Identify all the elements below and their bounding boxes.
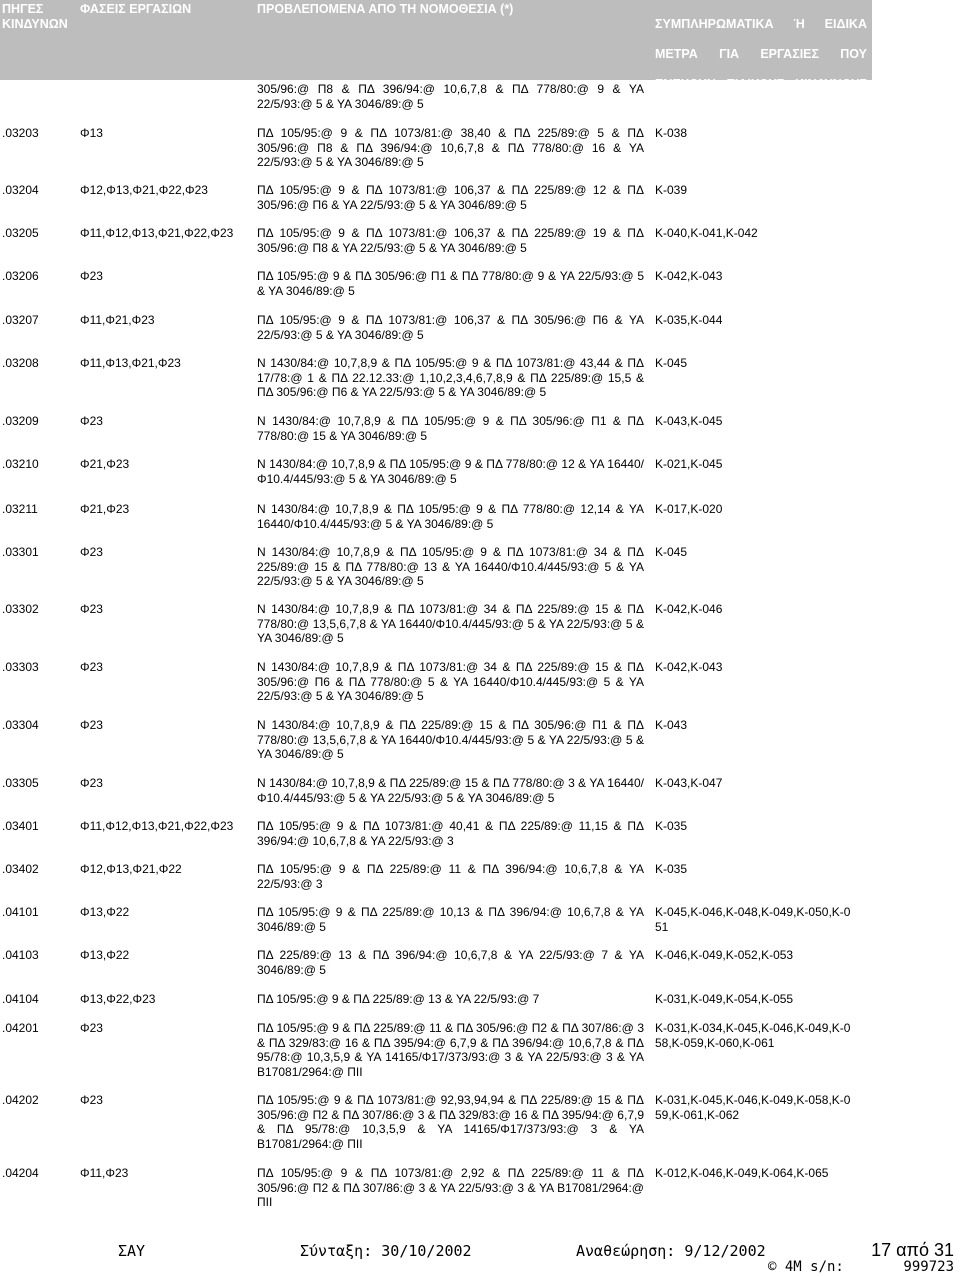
special-measures-cell: Κ-031,Κ-045,Κ-046,Κ-049,Κ-058,Κ-059,Κ-061,Κ-062 [655, 1093, 851, 1122]
legislation-cell: Ν 1430/84:@ 10,7,8,9 & ΠΔ 225/89:@ 15 & ΠΔ 778/80:@ 3 & ΥΑ 16440/Φ10.4/445/93:@ 5 & ΥΑ 22/5/93:@ 5 & ΥΑ 3046/89:@ 5 [257, 776, 644, 805]
legislation-cell: ΠΔ 105/95:@ 9 & ΠΔ 1073/81:@ 92,93,94,94 & ΠΔ 225/89:@ 15 & ΠΔ 305/96:@ Π2 & ΠΔ 307/86:@ 3 & ΠΔ 329/83:@ 16 & ΠΔ 395/94:@ 6,7,9 & ΠΔ 95/78:@ 10,3,5,9 & ΥΑ 14165/Φ17/373/93:@ 3 & ΥΑ Β17081/2964:@ ΠΙΙ [257, 1093, 644, 1152]
work-phases-cell: Φ23 [80, 1021, 103, 1035]
footer-copyright: © 4M s/n: [768, 1259, 844, 1275]
work-phases-cell: Φ12,Φ13,Φ21,Φ22,Φ23 [80, 183, 208, 197]
work-phases-cell: Φ12,Φ13,Φ21,Φ22 [80, 862, 182, 876]
special-measures-cell: Κ-042,Κ-043 [655, 660, 723, 674]
hazard-code-cell: .03402 [2, 862, 39, 876]
legislation-cell: ΠΔ 105/95:@ 9 & ΠΔ 225/89:@ 11 & ΠΔ 396/94:@ 10,6,7,8 & ΥΑ 22/5/93:@ 3 [257, 862, 644, 891]
work-phases-cell: Φ11,Φ12,Φ13,Φ21,Φ22,Φ23 [80, 226, 234, 240]
legislation-cell: ΠΔ 105/95:@ 9 & ΠΔ 1073/81:@ 106,37 & ΠΔ 225/89:@ 12 & ΠΔ 305/96:@ Π6 & ΥΑ 22/5/93:@ 5 & ΥΑ 3046/89:@ 5 [257, 183, 644, 212]
header-legislation: ΠΡΟΒΛΕΠΟΜΕΝΑ ΑΠΟ ΤΗ ΝΟΜΟΘΕΣΙΑ (*) [257, 2, 514, 16]
special-measures-cell: Κ-039 [655, 183, 688, 197]
work-phases-cell: Φ23 [80, 602, 103, 616]
work-phases-cell: Φ23 [80, 776, 103, 790]
legislation-cell: ΠΔ 105/95:@ 9 & ΠΔ 225/89:@ 10,13 & ΠΔ 396/94:@ 10,6,7,8 & ΥΑ 3046/89:@ 5 [257, 905, 644, 934]
footer-compiled-date: Σύνταξη: 30/10/2002 [300, 1242, 472, 1260]
header-special-measures-line3: ΕΝΕΧΟΥΝ ΕΙΔΙΚΟΥΣ ΚΙΝΔΥΝΟΥΣ [655, 77, 867, 91]
legislation-cell: ΠΔ 105/95:@ 9 & ΠΔ 1073/81:@ 2,92 & ΠΔ 225/89:@ 11 & ΠΔ 305/96:@ Π2 & ΠΔ 307/86:@ 3 & ΥΑ 22/5/93:@ 3 & ΥΑ Β17081/2964:@ ΠΙΙ [257, 1166, 644, 1210]
hazard-code-cell: .03401 [2, 819, 39, 833]
hazard-code-cell: .03205 [2, 226, 39, 240]
work-phases-cell: Φ13,Φ22 [80, 948, 130, 962]
legislation-cell: Ν 1430/84:@ 10,7,8,9 & ΠΔ 105/95:@ 9 & ΠΔ 305/96:@ Π1 & ΠΔ 778/80:@ 15 & ΥΑ 3046/89:@ 5 [257, 414, 644, 443]
hazard-code-cell: .03206 [2, 269, 39, 283]
header-special-measures [655, 2, 867, 137]
work-phases-cell: Φ13 [80, 126, 103, 140]
header-special-measures-line2: ΜΕΤΡΑ ΓΙΑ ΕΡΓΑΣΙΕΣ ΠΟΥ [655, 47, 867, 61]
footer-org: ΣΑΥ [118, 1242, 146, 1260]
hazard-code-cell: .03305 [2, 776, 39, 790]
work-phases-cell: Φ21,Φ23 [80, 457, 130, 471]
legislation-cell: 305/96:@ Π8 & ΠΔ 396/94:@ 10,6,7,8 & ΠΔ 778/80:@ 9 & ΥΑ 22/5/93:@ 5 & ΥΑ 3046/89:@ 5 [257, 82, 644, 111]
header-special-measures-line1: ΣΥΜΠΛΗΡΩΜΑΤΙΚΑ Ή ΕΙΔΙΚΑ [655, 17, 867, 31]
work-phases-cell: Φ21,Φ23 [80, 502, 130, 516]
legislation-cell: ΠΔ 105/95:@ 9 & ΠΔ 225/89:@ 13 & ΥΑ 22/5/93:@ 7 [257, 992, 540, 1006]
work-phases-cell: Φ11,Φ23 [80, 1166, 129, 1180]
work-phases-cell: Φ13,Φ22 [80, 905, 130, 919]
legislation-cell: Ν 1430/84:@ 10,7,8,9 & ΠΔ 1073/81:@ 34 & ΠΔ 225/89:@ 15 & ΠΔ 778/80:@ 13,5,6,7,8 & ΥΑ 16440/Φ10.4/445/93:@ 5 & ΥΑ 22/5/93:@ 5 & ΥΑ 3046/89:@ 5 [257, 602, 644, 646]
special-measures-cell: Κ-045 [655, 356, 688, 370]
legislation-cell: Ν 1430/84:@ 10,7,8,9 & ΠΔ 105/95:@ 9 & ΠΔ 1073/81:@ 43,44 & ΠΔ 17/78:@ 1 & ΠΔ 22.12.33:@ 1,10,2,3,4,6,7,8,9 & ΠΔ 225/89:@ 15,5 & ΠΔ 305/96:@ Π6 & ΥΑ 22/5/93:@ 5 & ΥΑ 3046/89:@ 5 [257, 356, 644, 400]
hazard-code-cell: .04104 [2, 992, 39, 1006]
hazard-code-cell: .04103 [2, 948, 39, 962]
hazard-code-cell: .04101 [2, 905, 39, 919]
special-measures-cell: Κ-043 [655, 718, 688, 732]
legislation-cell: Ν 1430/84:@ 10,7,8,9 & ΠΔ 105/95:@ 9 & ΠΔ 778/80:@ 12 & ΥΑ 16440/Φ10.4/445/93:@ 5 & ΥΑ 3046/89:@ 5 [257, 457, 644, 486]
legislation-cell: Ν 1430/84:@ 10,7,8,9 & ΠΔ 105/95:@ 9 & ΠΔ 1073/81:@ 34 & ΠΔ 225/89:@ 15 & ΠΔ 778/80:@ 13 & ΥΑ 16440/Φ10.4/445/93:@ 5 & ΥΑ 22/5/93:@ 5 & ΥΑ 3046/89:@ 5 [257, 545, 644, 589]
special-measures-cell: Κ-043,Κ-045 [655, 414, 723, 428]
legislation-cell: ΠΔ 225/89:@ 13 & ΠΔ 396/94:@ 10,6,7,8 & ΥΑ 22/5/93:@ 7 & ΥΑ 3046/89:@ 5 [257, 948, 644, 977]
legislation-cell: ΠΔ 105/95:@ 9 & ΠΔ 1073/81:@ 106,37 & ΠΔ 305/96:@ Π6 & ΥΑ 22/5/93:@ 5 & ΥΑ 3046/89:@ 5 [257, 313, 644, 342]
special-measures-cell: Κ-012,Κ-046,Κ-049,Κ-064,Κ-065 [655, 1166, 829, 1180]
hazard-code-cell: .03302 [2, 602, 39, 616]
footer-page-number: 17 από 31 [871, 1240, 954, 1260]
work-phases-cell: Φ23 [80, 660, 103, 674]
legislation-cell: ΠΔ 105/95:@ 9 & ΠΔ 225/89:@ 11 & ΠΔ 305/96:@ Π2 & ΠΔ 307/86:@ 3 & ΠΔ 329/83:@ 16 & ΠΔ 395/94:@ 6,7,9 & ΠΔ 396/94:@ 10,6,7,8 & ΠΔ 95/78:@ 10,3,5,9 & ΥΑ 14165/Φ17/373/93:@ 3 & ΥΑ 22/5/93:@ 3 & ΥΑ Β17081/2964:@ ΠΙΙ [257, 1021, 644, 1080]
footer-serial: 999723 [903, 1259, 954, 1275]
legislation-cell: ΠΔ 105/95:@ 9 & ΠΔ 1073/81:@ 40,41 & ΠΔ 225/89:@ 11,15 & ΠΔ 396/94:@ 10,6,7,8 & ΥΑ 22/5/93:@ 3 [257, 819, 644, 848]
header-work-phases: ΦΑΣΕΙΣ ΕΡΓΑΣΙΩΝ [80, 2, 192, 16]
hazard-code-cell: .03207 [2, 313, 39, 327]
hazard-code-cell: .03208 [2, 356, 39, 370]
special-measures-cell: Κ-043,Κ-047 [655, 776, 723, 790]
special-measures-cell: Κ-031,Κ-034,Κ-045,Κ-046,Κ-049,Κ-058,Κ-059,Κ-060,Κ-061 [655, 1021, 851, 1050]
work-phases-cell: Φ11,Φ13,Φ21,Φ23 [80, 356, 181, 370]
special-measures-cell: Κ-035 [655, 862, 688, 876]
work-phases-cell: Φ23 [80, 545, 103, 559]
legislation-cell: ΠΔ 105/95:@ 9 & ΠΔ 1073/81:@ 38,40 & ΠΔ 225/89:@ 5 & ΠΔ 305/96:@ Π8 & ΠΔ 396/94:@ 10,6,7,8 & ΠΔ 778/80:@ 16 & ΥΑ 22/5/93:@ 5 & ΥΑ 3046/89:@ 5 [257, 126, 644, 170]
legislation-cell: Ν 1430/84:@ 10,7,8,9 & ΠΔ 1073/81:@ 34 & ΠΔ 225/89:@ 15 & ΠΔ 305/96:@ Π6 & ΠΔ 778/80:@ 5 & ΥΑ 16440/Φ10.4/445/93:@ 5 & ΥΑ 22/5/93:@ 5 & ΥΑ 3046/89:@ 5 [257, 660, 644, 704]
special-measures-cell: Κ-045 [655, 545, 688, 559]
hazard-code-cell: .03210 [2, 457, 39, 471]
special-measures-cell: Κ-035,Κ-044 [655, 313, 723, 327]
legislation-cell: ΠΔ 105/95:@ 9 & ΠΔ 1073/81:@ 106,37 & ΠΔ 225/89:@ 19 & ΠΔ 305/96:@ Π8 & ΥΑ 22/5/93:@ 5 & ΥΑ 3046/89:@ 5 [257, 226, 644, 255]
special-measures-cell: Κ-040,Κ-041,Κ-042 [655, 226, 758, 240]
work-phases-cell: Φ13,Φ22,Φ23 [80, 992, 156, 1006]
special-measures-cell: Κ-035 [655, 819, 688, 833]
hazard-code-cell: .04202 [2, 1093, 39, 1107]
work-phases-cell: Φ23 [80, 269, 103, 283]
hazard-code-cell: .03303 [2, 660, 39, 674]
page-footer [0, 1240, 960, 1277]
work-phases-cell: Φ11,Φ12,Φ13,Φ21,Φ22,Φ23 [80, 819, 234, 833]
work-phases-cell: Φ23 [80, 414, 103, 428]
hazard-code-cell: .03211 [2, 502, 38, 516]
hazard-code-cell: .04204 [2, 1166, 39, 1180]
legislation-cell: Ν 1430/84:@ 10,7,8,9 & ΠΔ 105/95:@ 9 & ΠΔ 778/80:@ 12,14 & ΥΑ 16440/Φ10.4/445/93:@ 5 & ΥΑ 3046/89:@ 5 [257, 502, 644, 531]
special-measures-cell: Κ-021,Κ-045 [655, 457, 723, 471]
special-measures-cell: Κ-031,Κ-049,Κ-054,Κ-055 [655, 992, 794, 1006]
hazard-code-cell: .03209 [2, 414, 39, 428]
special-measures-cell: Κ-042,Κ-043 [655, 269, 723, 283]
footer-revision-date: Αναθεώρηση: 9/12/2002 [576, 1242, 766, 1260]
hazard-code-cell: .03203 [2, 126, 39, 140]
special-measures-cell: Κ-038 [655, 126, 688, 140]
header-special-measures-line4: (**) [655, 107, 674, 121]
work-phases-cell: Φ23 [80, 718, 103, 732]
legislation-cell: ΠΔ 105/95:@ 9 & ΠΔ 305/96:@ Π1 & ΠΔ 778/80:@ 9 & ΥΑ 22/5/93:@ 5 & ΥΑ 3046/89:@ 5 [257, 269, 644, 298]
work-phases-cell: Φ23 [80, 1093, 103, 1107]
hazard-code-cell: .04201 [2, 1021, 39, 1035]
header-hazard-sources: ΠΗΓΕΣ ΚΙΝΔΥΝΩΝ [2, 2, 68, 31]
work-phases-cell: Φ11,Φ21,Φ23 [80, 313, 155, 327]
hazard-code-cell: .03204 [2, 183, 39, 197]
special-measures-cell: Κ-046,Κ-049,Κ-052,Κ-053 [655, 948, 794, 962]
special-measures-cell: Κ-042,Κ-046 [655, 602, 723, 616]
legislation-cell: Ν 1430/84:@ 10,7,8,9 & ΠΔ 225/89:@ 15 & ΠΔ 305/96:@ Π1 & ΠΔ 778/80:@ 13,5,6,7,8 & ΥΑ 16440/Φ10.4/445/93:@ 5 & ΥΑ 22/5/93:@ 5 & ΥΑ 3046/89:@ 5 [257, 718, 644, 762]
special-measures-cell: Κ-017,Κ-020 [655, 502, 723, 516]
hazard-code-cell: .03304 [2, 718, 39, 732]
special-measures-cell: Κ-045,Κ-046,Κ-048,Κ-049,Κ-050,Κ-051 [655, 905, 851, 934]
hazard-code-cell: .03301 [2, 545, 39, 559]
